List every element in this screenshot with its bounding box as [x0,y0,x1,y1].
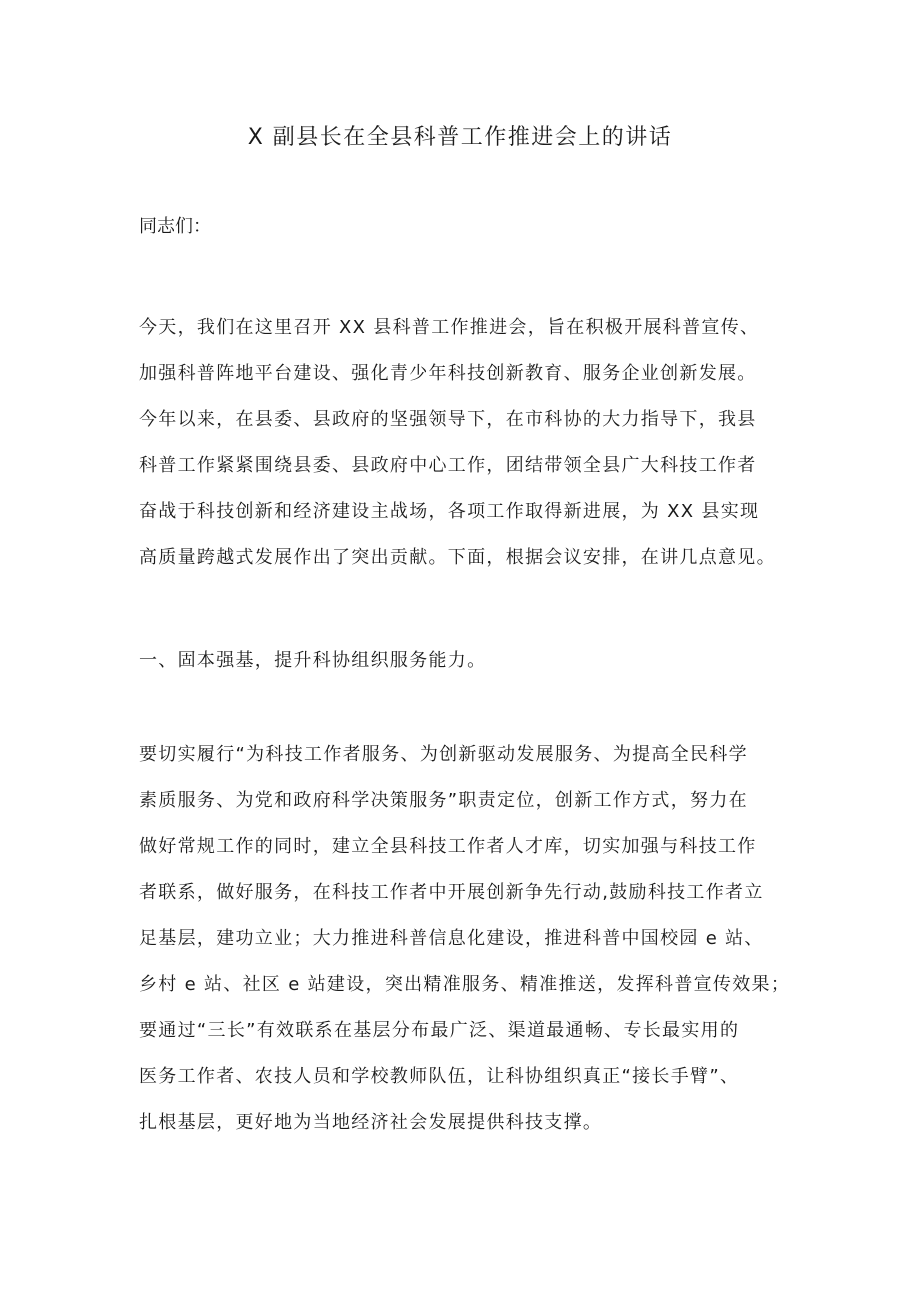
paragraph-line: 做好常规工作的同时，建立全县科技工作者人才库，切实加强与科技工作 [139,836,757,857]
document-title: X 副县长在全县科普工作推进会上的讲话 [247,125,673,150]
paragraph-line: 高质量跨越式发展作出了突出贡献。下面，根据会议安排，在讲几点意见。 [139,547,776,568]
paragraph-line: 要切实履行“为科技工作者服务、为创新驱动发展服务、为提高全民科学 [139,744,748,765]
paragraph-line: 扎根基层，更好地为当地经济社会发展提供科技支撑。 [139,1112,603,1133]
paragraph-line: 医务工作者、农技人员和学校教师队伍，让科协组织真正“接长手臂”、 [139,1066,740,1087]
paragraph-line: 者联系，做好服务，在科技工作者中开展创新争先行动,鼓励科技工作者立 [139,882,764,903]
paragraph-line: 加强科普阵地平台建设、强化青少年科技创新教育、服务企业创新发展。 [139,363,757,384]
paragraph-line: 今年以来，在县委、县政府的坚强领导下，在市科协的大力指导下，我县 [139,409,757,430]
paragraph-line: 奋战于科技创新和经济建设主战场，各项工作取得新进展，为 XX 县实现 [139,501,760,522]
paragraph-line: 足基层，建功立业；大力推进科普信息化建设，推进科普中国校园 e 站、 [139,928,764,949]
paragraph-line: 乡村 e 站、社区 e 站建设，突出精准服务、精准推送，发挥科普宣传效果； [139,974,791,995]
paragraph-line: 素质服务、为党和政府科学决策服务”职责定位，创新工作方式，努力在 [139,790,748,811]
salutation: 同志们： [139,216,211,237]
body-paragraph [139,732,789,1146]
intro-paragraph [139,305,789,581]
section-heading [139,638,789,684]
paragraph-line: 今天，我们在这里召开 XX 县科普工作推进会，旨在积极开展科普宣传、 [139,317,760,338]
section-heading-text: 一、固本强基，提升科协组织服务能力。 [139,650,487,671]
paragraph-line: 科普工作紧紧围绕县委、县政府中心工作，团结带领全县广大科技工作者 [139,455,757,476]
paragraph-line: 要通过“三长”有效联系在基层分布最广泛、渠道最通畅、专长最实用的 [139,1020,740,1041]
